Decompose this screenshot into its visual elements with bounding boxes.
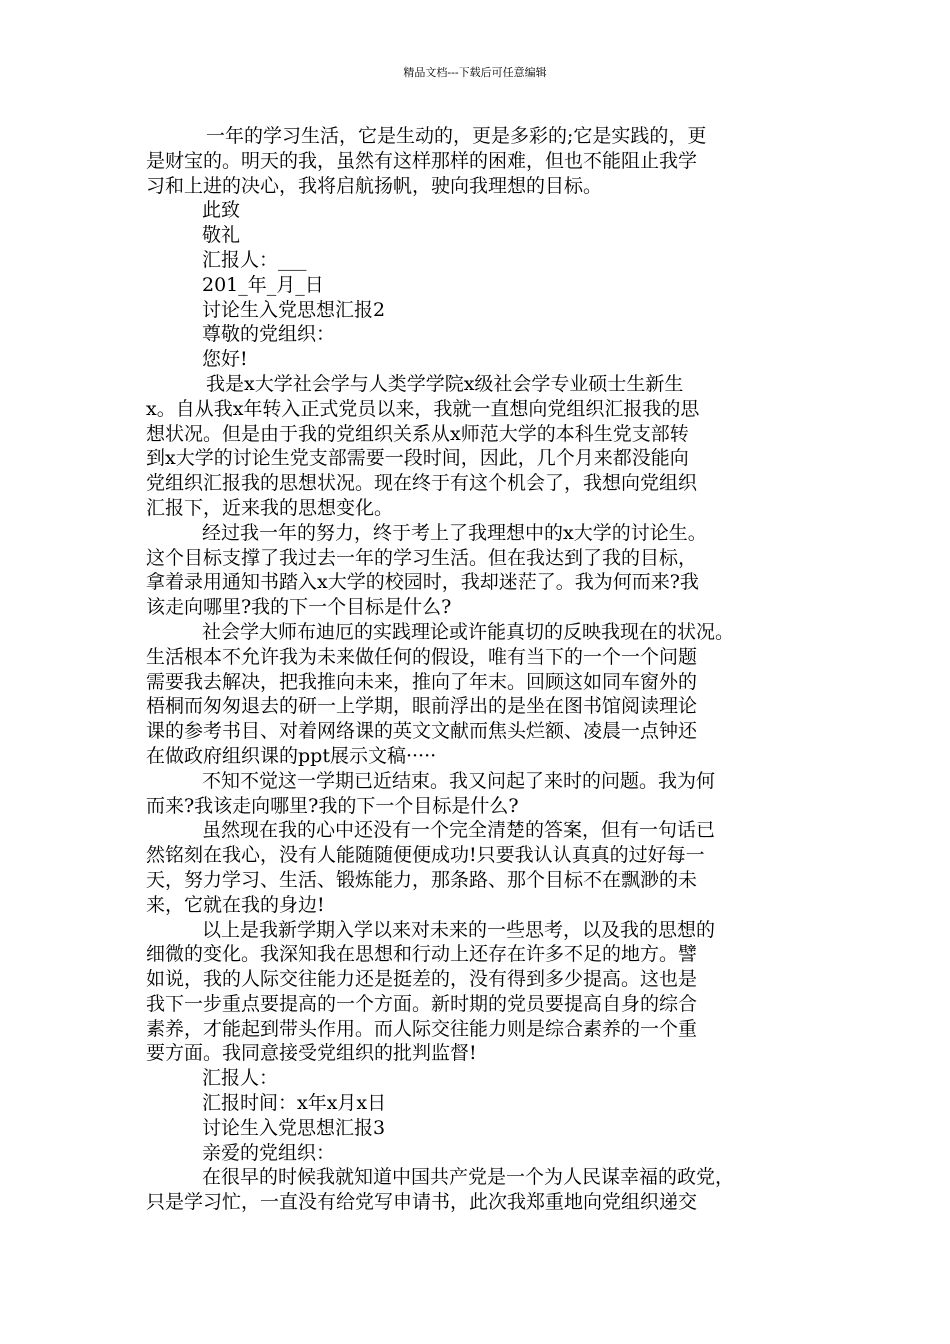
text-line: 尊敬的党组织： <box>202 323 336 346</box>
text-line: 汇报人：___ <box>202 248 307 271</box>
text-line: 社会学大师布迪厄的实践理论或许能真切的反映我现在的状况。 <box>202 620 735 643</box>
text-line: 我下一步重点要提高的一个方面。新时期的党员要提高自身的综合 <box>146 992 698 1015</box>
text-line: 梧桐而匆匆退去的研一上学期，眼前浮出的是坐在图书馆阅读理论 <box>146 695 698 718</box>
text-line: 如说，我的人际交往能力还是挺差的，没有得到多少提高。这也是 <box>146 968 698 991</box>
text-line: 该走向哪里?我的下一个目标是什么? <box>146 596 452 619</box>
text-line: 汇报时间：x年x月x日 <box>202 1092 387 1115</box>
text-line: 讨论生入党思想汇报3 <box>202 1116 386 1139</box>
text-line: 只是学习忙，一直没有给党写申请书，此次我郑重地向党组织递交 <box>146 1191 698 1214</box>
text-line: 然铭刻在我心，没有人能随随便便成功!只要我认认真真的过好每一 <box>146 844 705 867</box>
text-line: 需要我去解决，把我推向未来，推向了年末。回顾这如同车窗外的 <box>146 670 698 693</box>
text-line: 拿着录用通知书踏入x大学的校园时，我却迷茫了。我为何而来?我 <box>146 571 699 594</box>
text-line: 201_年_月_日 <box>202 273 324 296</box>
text-line: 经过我一年的努力，终于考上了我理想中的x大学的讨论生。 <box>202 521 707 544</box>
text-line: 这个目标支撑了我过去一年的学习生活。但在我达到了我的目标， <box>146 546 698 569</box>
text-line: 天，努力学习、生活、锻炼能力，那条路、那个目标不在飘渺的未 <box>146 868 698 891</box>
text-line: 亲爱的党组织： <box>202 1141 336 1164</box>
text-line: 在很早的时候我就知道中国共产党是一个为人民谋幸福的政党， <box>202 1166 735 1189</box>
text-line: 课的参考书目、对着网络课的英文文献而焦头烂额、凌晨一点钟还 <box>146 720 698 743</box>
text-line: 而来?我该走向哪里?我的下一个目标是什么? <box>146 794 519 817</box>
text-line: 讨论生入党思想汇报2 <box>202 298 386 321</box>
text-line: 您好! <box>202 348 248 371</box>
text-line: 到x大学的讨论生党支部需要一段时间，因此，几个月来都没能向 <box>146 447 689 470</box>
text-line: 生活根本不允许我为未来做任何的假设，唯有当下的一个一个问题 <box>146 645 698 668</box>
text-line: 虽然现在我的心中还没有一个完全清楚的答案，但有一句话已 <box>202 819 716 842</box>
text-line: 汇报下，近来我的思想变化。 <box>146 496 394 519</box>
text-line: 细微的变化。我深知我在思想和行动上还存在许多不足的地方。譬 <box>146 943 698 966</box>
text-line: 不知不觉这一学期已近结束。我又问起了来时的问题。我为何 <box>202 769 716 792</box>
text-line: 我是x大学社会学与人类学学院x级社会学专业硕士生新生 <box>206 372 684 395</box>
text-line: 习和上进的决心，我将启航扬帆，驶向我理想的目标。 <box>146 174 603 197</box>
text-line: 是财宝的。明天的我，虽然有这样那样的困难，但也不能阻止我学 <box>146 149 698 172</box>
text-line: 来，它就在我的身边! <box>146 893 325 916</box>
text-line: 此致 <box>202 199 241 222</box>
text-line: 汇报人： <box>202 1067 279 1090</box>
text-line: 在做政府组织课的ppt展示文稿····· <box>146 744 437 767</box>
text-line: 要方面。我同意接受党组织的批判监督! <box>146 1042 477 1065</box>
text-line: 素养，才能起到带头作用。而人际交往能力则是综合素养的一个重 <box>146 1017 698 1040</box>
text-line: 想状况。但是由于我的党组织关系从x师范大学的本科生党支部转 <box>146 422 689 445</box>
document-body <box>146 124 814 1215</box>
text-line: 以上是我新学期入学以来对未来的一些思考，以及我的思想的 <box>202 918 716 941</box>
text-line: 党组织汇报我的思想状况。现在终于有这个机会了，我想向党组织 <box>146 472 698 495</box>
text-line: 一年的学习生活，它是生动的，更是多彩的;它是实践的，更 <box>206 125 707 147</box>
text-line: x。自从我x年转入正式党员以来，我就一直想向党组织汇报我的思 <box>146 397 700 420</box>
text-line: 敬礼 <box>202 224 241 247</box>
page-header: 精品文档---下载后可任意编辑 <box>403 66 547 79</box>
